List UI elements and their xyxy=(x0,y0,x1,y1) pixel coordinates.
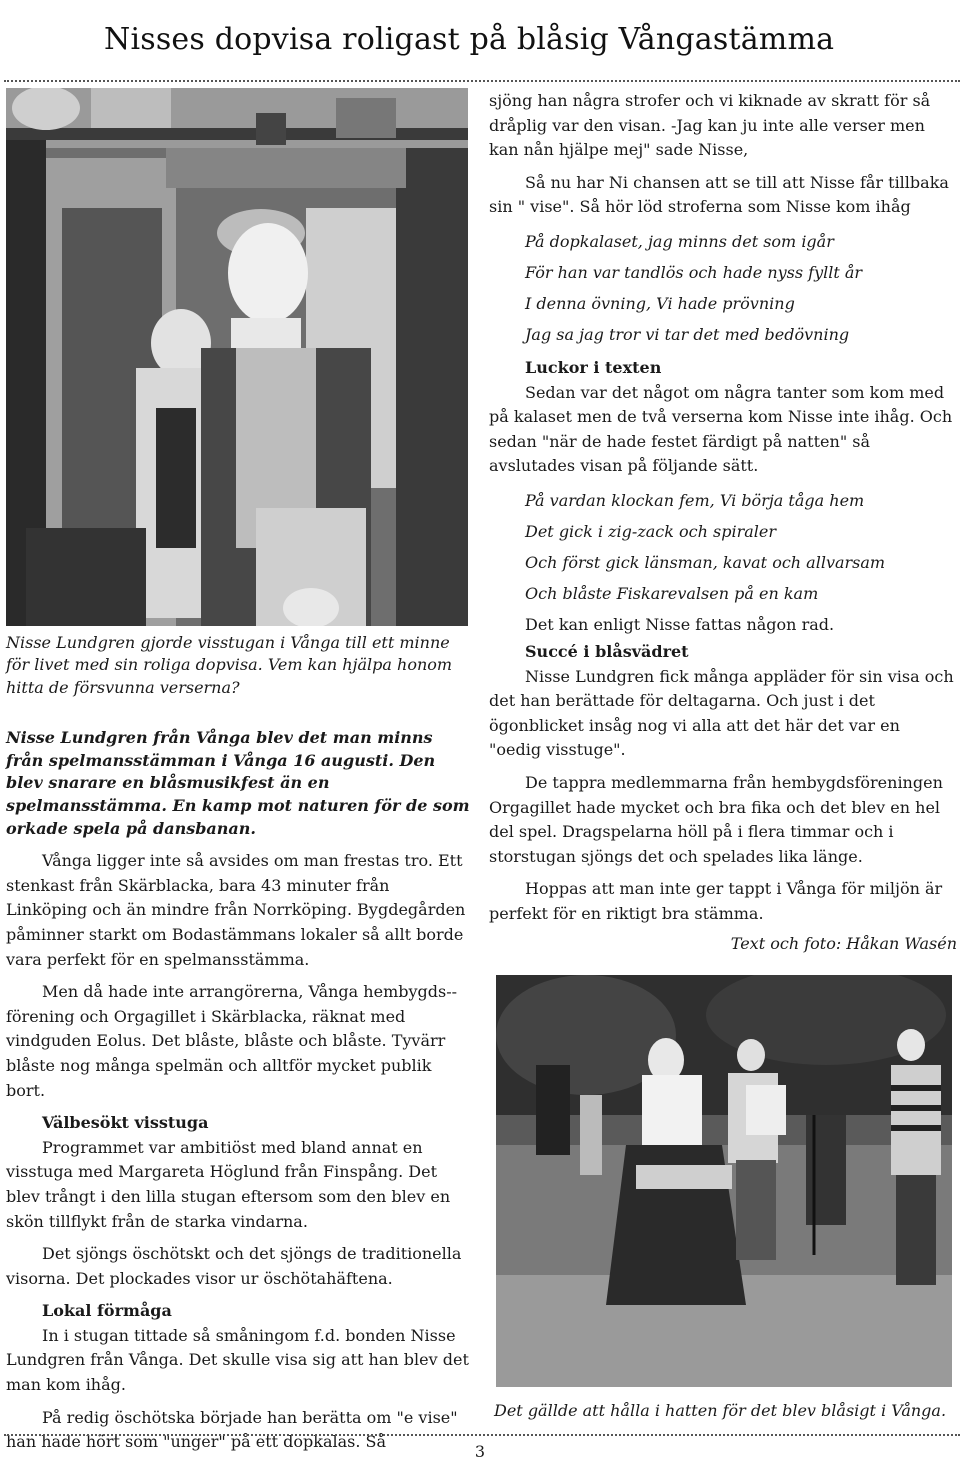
body-paragraph-5: In i stugan tittade så småningom f.d. bonden Nisse Lundgren från Vånga. Det skulle visa sig att han blev det man kom ihåg. xyxy=(6,1325,469,1395)
verse-line: På vardan klockan fem, Vi börja tåga hem xyxy=(525,490,865,510)
bottom-divider xyxy=(4,1434,960,1436)
right-paragraph-5: Nisse Lundgren fick många appläder för sin visa och det han berättade för deltagarna. Och just i det ögonblicket insåg nog vi alla att det här det var en "oedig visstuge". xyxy=(489,666,954,760)
verse-line: Och blåste Fiskarevalsen på en kam xyxy=(525,583,819,603)
verse-line: Och först gick länsman, kavat och allvarsam xyxy=(525,552,886,572)
right-paragraph-3: Sedan var det något om några tanter som kom med på kalaset men de två verserna kom Nisse inte ihåg. Och sedan "när de hade festet färdigt på natten" så avslutades visan på följande sätt. xyxy=(489,382,953,476)
right-paragraph-6: De tappra medlemmarna från hembygdsföreningen Orgagillet hade mycket och bra fika och det blev en hel del spel. Dragspelarna höll på i flera timmar och i storstugan sjöngs det och spelades lika länge. xyxy=(489,772,943,866)
page-number: 3 xyxy=(474,1442,486,1461)
right-column xyxy=(489,89,957,957)
right-paragraph-2: Så nu har Ni chansen att se till att Nisse får tillbaka sin " vise". Så hör löd stroferna som Nisse kom ihåg xyxy=(489,172,949,217)
verse-line: Det gick i zig-zack och spiraler xyxy=(525,521,776,541)
top-divider xyxy=(4,80,960,82)
right-paragraph-1: sjöng han några strofer och vi kiknade av skratt för så dråplig var den visan. -Jag kan ju inte alle verser men kan nån hjälpe mej" sade Nisse, xyxy=(489,91,931,160)
subheading-lokal: Lokal förmåga xyxy=(42,1301,172,1321)
verse-1 xyxy=(489,226,957,350)
verse-line: Jag sa jag tror vi tar det med bedövning xyxy=(525,324,850,344)
verse-line: På dopkalaset, jag minns det som igår xyxy=(525,231,834,251)
article-title: Nisses dopvisa roligast på blåsig Vångastämma xyxy=(104,22,835,57)
author-credit: Text och foto: Håkan Wasén xyxy=(730,934,957,954)
body-paragraph-3: Programmet var ambitiöst med bland annat en visstuga med Margareta Höglund från Finspång. Det blev trångt i den lilla stugan eftersom som den blev en skön tillflykt från de starka vindarna. xyxy=(6,1137,451,1231)
left-column xyxy=(6,632,472,1455)
photo-caption-left: Nisse Lundgren gjorde visstugan i Vånga till ett minne för livet med sin roliga dopvisa. Vem kan hjälpa honom hitta de försvunna verserna? xyxy=(6,633,453,697)
verse-2 xyxy=(489,485,957,609)
photo-musicians-outdoor xyxy=(496,975,952,1387)
verse-line: För han var tandlös och hade nyss fyllt år xyxy=(525,262,863,282)
subheading-luckor: Luckor i texten xyxy=(525,357,662,377)
subheading-valbesokt: Välbesökt visstuga xyxy=(42,1113,209,1133)
photo-nisse-doorway xyxy=(6,88,468,626)
lead-paragraph: Nisse Lundgren från Vånga blev det man minns från spelmansstämman i Vånga 16 augusti. Den blev snarare en blåsmusikfest än en spelmansstämma. En kamp mot naturen för de som orkade spela på dansbanan. xyxy=(6,728,470,838)
verse-line: I denna övning, Vi hade prövning xyxy=(525,293,795,313)
body-paragraph-1: Vånga ligger inte så avsides om man frestas tro. Ett stenkast från Skärblacka, bara 43 minuter från Linköping och än mindre från Norrköping. Bygdegården påminner starkt om Bodastämmans lokaler så allt borde vara perfekt för en spelmansstämma. xyxy=(6,851,466,969)
photo-caption-right: Det gällde att hålla i hatten för det blev blåsigt i Vånga. xyxy=(494,1401,947,1420)
body-paragraph-6: På redig öschötska började han berätta om "e vise" han hade hört som "unger" på ett dopkalas. Så xyxy=(6,1407,458,1452)
body-paragraph-4: Det sjöngs öschötskt och det sjöngs de traditionella visorna. Det plockades visor ur öschötahäftena. xyxy=(6,1244,462,1288)
right-paragraph-4: Det kan enligt Nisse fattas någon rad. xyxy=(525,614,835,634)
subheading-succe: Succé i blåsvädret xyxy=(525,641,689,661)
body-paragraph-2: Men då hade inte arrangörerna, Vånga hembygds--förening och Orgagillet i Skärblacka, räknat med vindguden Eolus. Det blåste, blåste och blåste. Tyvärr blåste nog många spelmän och alltför mycket publik bort. xyxy=(6,982,458,1100)
right-paragraph-7: Hoppas att man inte ger tappt i Vånga för miljön är perfekt för en riktigt bra stämma. xyxy=(489,879,943,923)
